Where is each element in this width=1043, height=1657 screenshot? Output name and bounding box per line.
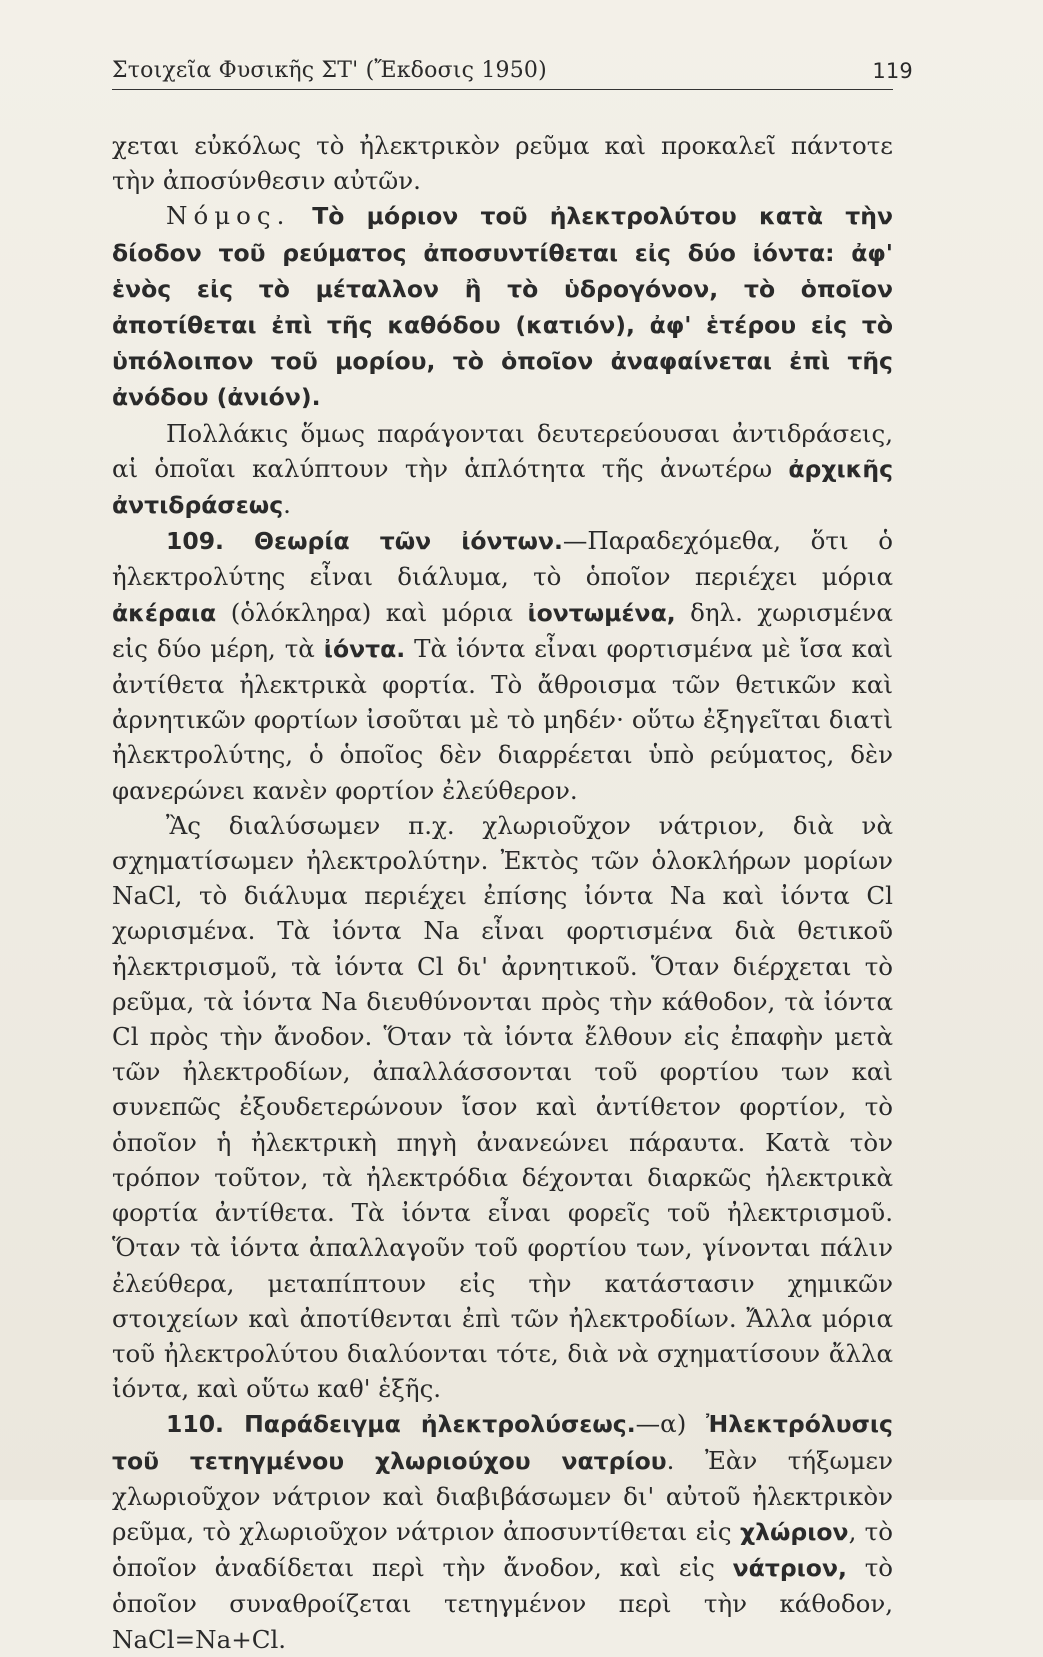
bold-term: ἀκέραια (112, 598, 217, 627)
text-span: —α) (635, 1409, 687, 1439)
bold-term: νάτριον, (732, 1554, 847, 1583)
section-heading-110: 110. Παράδειγμα ἠλεκτρολύσεως. (166, 1410, 636, 1439)
section-109 (112, 523, 893, 808)
text-span: . (283, 490, 291, 520)
text-span: (ὁλόκληρα) καὶ μόρια (230, 597, 513, 627)
law-label: Νόμος. (166, 201, 291, 231)
law-statement: Τὸ μόριον τοῦ ἠλεκτρολύτου κατὰ τὴν δίοδον τοῦ ρεύματος ἀποσυντίθεται εἰς δύο ἰόντα: ἀφ' ἑνὸς εἰς τὸ μέταλλον ἢ τὸ ὑδρογόνον, τὸ ὁποῖον ἀποτίθεται ἐπὶ τῆς καθόδου (κατιόν), ἀφ' ἑτέρου εἰς τὸ ὑπόλοιπον τοῦ μορίου, τὸ ὁποῖον ἀναφαίνεται ἐπὶ τῆς ἀνόδου (ἀνιόν). (112, 202, 893, 412)
text-span: , τὸ ὁποῖον ἀναδίδεται περὶ τὴν ἄνοδον, καὶ εἰς (112, 1516, 893, 1583)
subsection-heading: Ἠλεκτρόλυσις τοῦ τετηγμένου χλωριούχου νατρίου (112, 1410, 893, 1475)
page-number: 119 (872, 59, 913, 83)
bold-term: χλώριον (739, 1517, 849, 1546)
paragraph-law (112, 198, 893, 415)
paragraph-secondary-reactions (112, 416, 893, 524)
running-title: Στοιχεῖα Φυσικῆς ΣΤ' (Ἔκδοσις 1950) (112, 58, 547, 83)
paragraph-nacl-example: Ἂς διαλύσωμεν π.χ. χλωριοῦχον νάτριον, διὰ νὰ σχηματίσωμεν ἠλεκτρολύτην. Ἐκτὸς τῶν ὁλοκλήρων μορίων NaCl, τὸ διάλυμα περιέχει ἐπίσης ἰόντα Na καὶ ἰόντα Cl χωρισμένα. Τὰ ἰόντα Na εἶναι φορτισμένα διὰ θετικοῦ ἠλεκτρισμοῦ, τὰ ἰόντα Cl δι' ἀρνητικοῦ. Ὅταν διέρχεται τὸ ρεῦμα, τὰ ἰόντα Na διευθύνονται πρὸς τὴν κάθοδον, τὰ ἰόντα Cl πρὸς τὴν ἄνοδον. Ὅταν τὰ ἰόντα ἔλθουν εἰς ἐπαφὴν μετὰ τῶν ἠλεκτροδίων, ἀπαλλάσσονται τοῦ φορτίου των καὶ συνεπῶς ἐξουδετερώνουν ἴσον καὶ ἀντίθετον φορτίον, τὸ ὁποῖον ἡ ἠλεκτρικὴ πηγὴ ἀνανεώνει πάραυτα. Κατὰ τὸν τρόπον τοῦτον, τὰ ἠλεκτρόδια δέχονται διαρκῶς ἠλεκτρικὰ φορτία ἀντίθετα. Τὰ ἰόντα εἶναι φορεῖς τοῦ ἠλεκτρισμοῦ. Ὅταν τὰ ἰόντα ἀπαλλαγοῦν τοῦ φορτίου των, γίνονται πάλιν ἐλεύθερα, μεταπίπτουν εἰς τὴν κατάστασιν χημικῶν στοιχείων καὶ ἀποτίθενται ἐπὶ τῶν ἠλεκτροδίων. Ἄλλα μόρια τοῦ ἠλεκτρολύτου διαλύονται τότε, διὰ νὰ σχηματίσουν ἄλλα ἰόντα, καὶ οὕτω καθ' ἑξῆς. (112, 810, 893, 1404)
paragraph-continuation: χεται εὐκόλως τὸ ἠλεκτρικὸν ρεῦμα καὶ προκαλεῖ πάντοτε τὴν ἀποσύνθεσιν αὐτῶν. (112, 131, 893, 196)
text-span: . Ἐὰν τήξωμεν χλωριοῦχον νάτριον καὶ διαβιβάσωμεν δι' αὐτοῦ ἠλεκτρικὸν ρεῦμα, τὸ χλωριοῦχον νάτριον ἀποσυντίθεται εἰς (112, 1445, 893, 1546)
section-heading-109: 109. Θεωρία τῶν ἰόντων. (166, 527, 563, 556)
text-span: —Παραδεχόμεθα, ὅτι ὁ ἠλεκτρολύτης εἶναι διάλυμα, τὸ ὁποῖον περιέχει μόρια (112, 526, 893, 592)
page-body (112, 128, 893, 1657)
text-span: Τὰ ἰόντα εἶναι φορτισμένα μὲ ἴσα καὶ ἀντίθετα ἠλεκτρικὰ φορτία. Τὸ ἄθροισμα τῶν θετικῶν καὶ ἀρνητικῶν φορτίων ἰσοῦται μὲ τὸ μηδέν· οὕτω ἐξηγεῖται διατὶ ἠλεκτρολύτης, ὁ ὁποῖος δὲν διαρρέεται ὑπὸ ρεύματος, δὲν φανερώνει κανὲν φορτίον ἐλεύθερον. (112, 633, 893, 805)
text-span: Πολλάκις ὅμως παράγονται δευτερεύουσαι ἀντιδράσεις, αἱ ὁποῖαι καλύπτουν τὴν ἁπλότητα τῆς ἀνωτέρω (112, 418, 893, 483)
bold-term: ἰόντα. (323, 634, 406, 663)
text-span: τὸ ὁποῖον συναθροίζεται τετηγμένον περὶ τὴν κάθοδον, NaCl=Na+Cl. (112, 1553, 893, 1654)
section-110 (112, 1406, 893, 1656)
bold-term: ἰοντωμένα, (527, 598, 676, 627)
bold-term: ἀρχικῆς ἀντιδράσεως (112, 454, 894, 520)
text-span: δηλ. χωρισμένα εἰς δύο μέρη, τὰ (112, 597, 893, 663)
running-header (112, 58, 913, 90)
